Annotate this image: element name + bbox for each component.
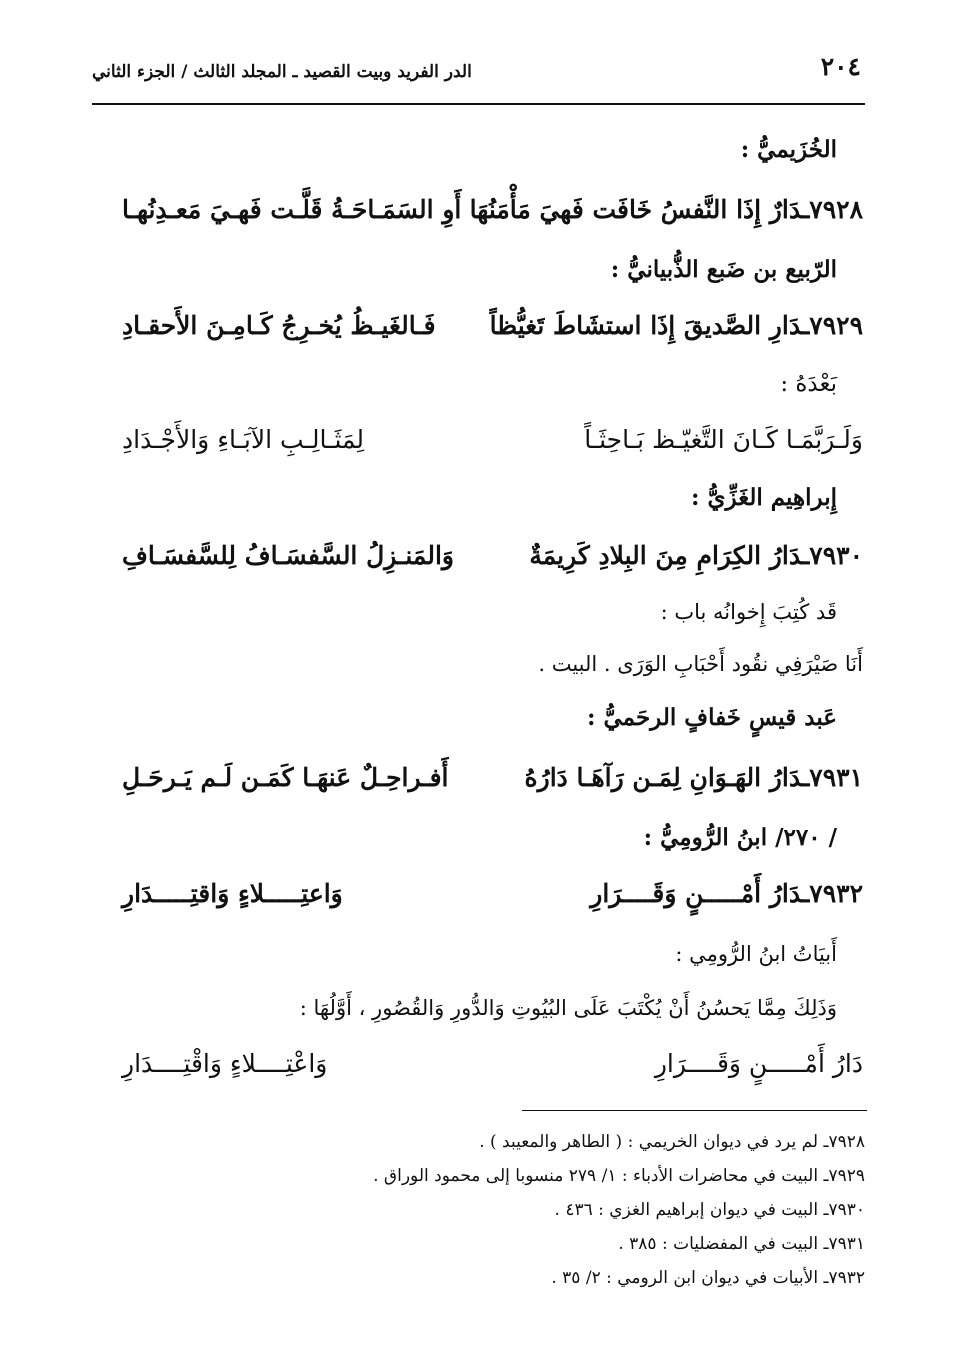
verse-number: ٧٩٢٨ـ <box>801 195 863 224</box>
running-title: الدر الفريد وبيت القصيد ـ المجلد الثالث / الجزء الثاني <box>92 62 472 82</box>
verse-number: ٧٩٢٩ـ <box>801 311 863 340</box>
verse-line <box>122 418 863 462</box>
footnote-divider <box>522 1110 867 1111</box>
verse-second-hemistich: لِمَثَـالِـبِ الآبَـاءِ وَالأَجْـدَادِ <box>122 425 365 454</box>
verse-first-hemistich: ٧٩٣٠ـدَارُ الكِرَامِ مِنَ البِلادِ كَرِيمَةٌ <box>529 541 863 570</box>
verse-first-hemistich: ٧٩٢٩ـدَارِ الصَّديقَ إِذَا استشَاطَ تَغيُّظاً <box>489 311 863 340</box>
verse-line <box>122 304 863 348</box>
footnotes <box>92 1125 865 1295</box>
main-text <box>122 128 863 1108</box>
verse-number: ٧٩٣١ـ <box>801 763 863 792</box>
verse-line <box>122 1042 863 1086</box>
poet-name: / ٢٧٠/ ابنُ الرُّومِيُّ : <box>643 824 837 851</box>
verse-second-hemistich: أَوِ السَمَـاحَـةُ قَلَّـت فَهـيَ مَعـدِنُهـا <box>122 195 462 224</box>
verse-line <box>122 872 863 916</box>
page-number: ٢٠٤ <box>820 52 861 81</box>
poet-name: الخُزَيميُّ : <box>740 136 837 163</box>
verse-line <box>122 534 863 578</box>
verse-number: ٧٩٣٠ـ <box>801 541 863 570</box>
verse-second-hemistich: وَاعْتِــــلاءٍ وَاقْتِــــدَارِ <box>122 1049 328 1078</box>
prose-line: قَد كُتِبَ إِخوانُه باب : <box>660 600 837 624</box>
verse-first-hemistich: ٧٩٣١ـدَارُ الهَـوَانِ لِمَـن رَآهَـا دَارُهُ <box>524 763 863 792</box>
verse-first-hemistich: وَلَـرَبَّمَـا كَـانَ التَّغيّـظ بَـاحِثَـاً <box>584 425 863 454</box>
footnote: ٧٩٢٨ـ لم يرد في ديوان الخريمي : ( الطاهر والمعيبد ) . <box>479 1132 865 1152</box>
verse-line <box>122 188 863 232</box>
note-label: بَعْدَهُ : <box>780 371 837 397</box>
footnote: ٧٩٣٠ـ البيت في ديوان إبراهيم الغزي : ٤٣٦ . <box>554 1200 865 1220</box>
poet-name: عَبد قيسٍ خَفافٍ الرحَميُّ : <box>587 704 837 731</box>
poet-name: الرّبيع بن ضَبع الذُّبيانيُّ : <box>610 256 837 283</box>
prose-line: وَذَلِكَ مِمَّا يَحسُنُ أَنْ يُكْتَبَ عَلَى البُيُوتِ وَالدُّورِ وَالقُصُورِ ، أَوَّلُهَا : <box>299 996 837 1020</box>
verse-first-hemistich: ٧٩٢٨ـدَارٌ إِذَا النَّفسُ خَافَت فَهيَ مَأْمَنُهَا <box>469 195 863 224</box>
verse-second-hemistich: أَفـراحِـلٌ عَنهَـا كَمَـن لَـم يَـرحَـلِ <box>122 763 449 792</box>
footnote: ٧٩٣٢ـ الأبيات في ديوان ابن الرومي : ٢/ ٣٥ . <box>551 1268 865 1288</box>
verse-first-hemistich: ٧٩٣٢ـدَارُ أَمْـــــنٍ وَقَــــرَارِ <box>590 879 863 908</box>
verse-second-hemistich: وَالمَنـزِلُ السَّفسَـافُ لِلسَّفسَـافِ <box>122 541 454 570</box>
prose-line: أَبيَاتُ ابنُ الرُّومِي : <box>675 942 837 966</box>
footnote: ٧٩٣١ـ البيت في المفضليات : ٣٨٥ . <box>618 1234 865 1254</box>
verse-number: ٧٩٣٢ـ <box>801 879 863 908</box>
header-divider <box>92 103 865 105</box>
verse-line <box>122 756 863 800</box>
prose-line: أَنَا صَيْرَفِي نقُود أَحْبَابِ الوَرَى . البيت . <box>538 652 863 676</box>
verse-first-hemistich: دَارُ أَمْـــــنٍ وَقَــــرَارِ <box>654 1049 863 1078</box>
verse-second-hemistich: وَاعتِـــــلاءٍ وَاقتِـــــدَارِ <box>122 879 343 908</box>
poet-name: إِبراهِيم الغَزِّيُّ : <box>691 484 837 511</box>
verse-second-hemistich: فَـالغَيـظُ يُخـرِجُ كَـامِـنَ الأَحقـادِ <box>122 311 436 340</box>
running-header <box>92 52 861 92</box>
footnote: ٧٩٢٩ـ البيت في محاضرات الأدباء : ١/ ٢٧٩ منسوبا إلى محمود الوراق . <box>373 1166 865 1186</box>
